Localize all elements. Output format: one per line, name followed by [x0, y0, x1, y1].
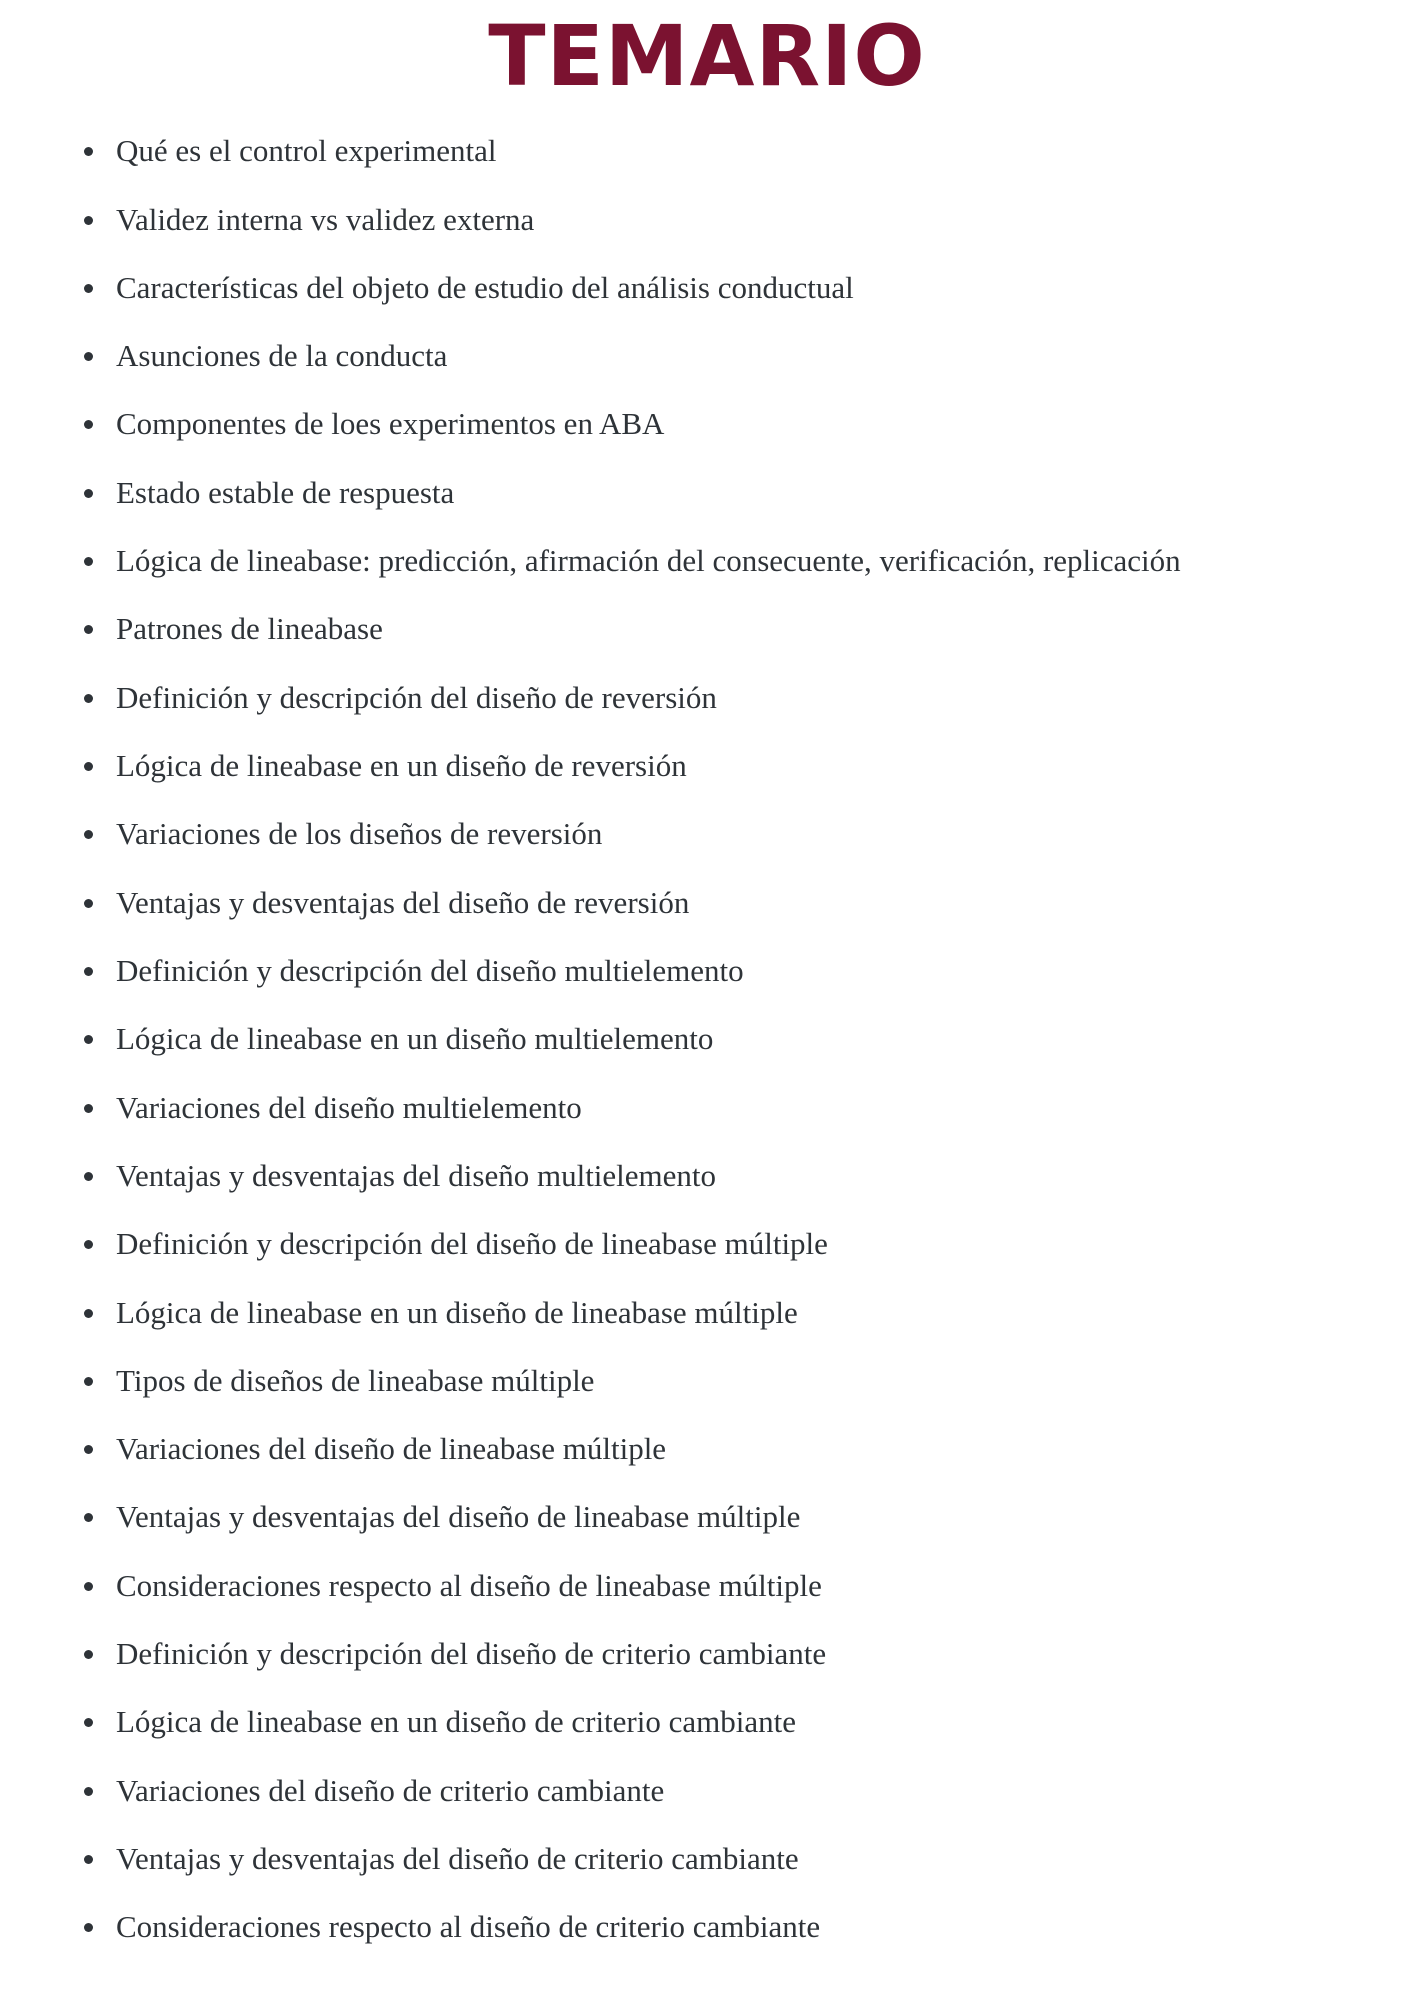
list-item: Validez interna vs validez externa [78, 193, 1296, 246]
list-item: Lógica de lineabase en un diseño de lineabase múltiple [78, 1286, 1296, 1339]
list-item: Estado estable de respuesta [78, 466, 1296, 519]
list-item: Ventajas y desventajas del diseño de lineabase múltiple [78, 1490, 1296, 1543]
list-item: Definición y descripción del diseño de lineabase múltiple [78, 1217, 1296, 1270]
list-item: Ventajas y desventajas del diseño de reversión [78, 876, 1296, 929]
list-item: Ventajas y desventajas del diseño multielemento [78, 1149, 1296, 1202]
list-item: Variaciones del diseño multielemento [78, 1081, 1296, 1134]
list-item: Tipos de diseños de lineabase múltiple [78, 1354, 1296, 1407]
list-item: Lógica de lineabase: predicción, afirmación del consecuente, verificación, replicación [78, 534, 1296, 587]
list-item: Definición y descripción del diseño de criterio cambiante [78, 1627, 1296, 1680]
list-item: Consideraciones respecto al diseño de lineabase múltiple [78, 1559, 1296, 1612]
list-item: Componentes de loes experimentos en ABA [78, 397, 1296, 450]
list-item: Variaciones del diseño de criterio cambiante [78, 1764, 1296, 1817]
topics-list [0, 124, 1414, 1953]
list-item: Características del objeto de estudio del análisis conductual [78, 261, 1296, 314]
list-item: Asunciones de la conducta [78, 329, 1296, 382]
list-item: Definición y descripción del diseño multielemento [78, 944, 1296, 997]
list-item: Variaciones del diseño de lineabase múltiple [78, 1422, 1296, 1475]
page-title: TEMARIO [488, 7, 926, 105]
list-item: Variaciones de los diseños de reversión [78, 807, 1296, 860]
list-item: Ventajas y desventajas del diseño de criterio cambiante [78, 1832, 1296, 1885]
list-item: Lógica de lineabase en un diseño de criterio cambiante [78, 1695, 1296, 1748]
list-item: Lógica de lineabase en un diseño multielemento [78, 1012, 1296, 1065]
document-page [0, 7, 1414, 2012]
list-item: Definición y descripción del diseño de reversión [78, 671, 1296, 724]
list-item: Lógica de lineabase en un diseño de reversión [78, 739, 1296, 792]
list-item: Qué es el control experimental [78, 124, 1296, 177]
list-item: Patrones de lineabase [78, 602, 1296, 655]
list-item: Consideraciones respecto al diseño de criterio cambiante [78, 1900, 1296, 1953]
